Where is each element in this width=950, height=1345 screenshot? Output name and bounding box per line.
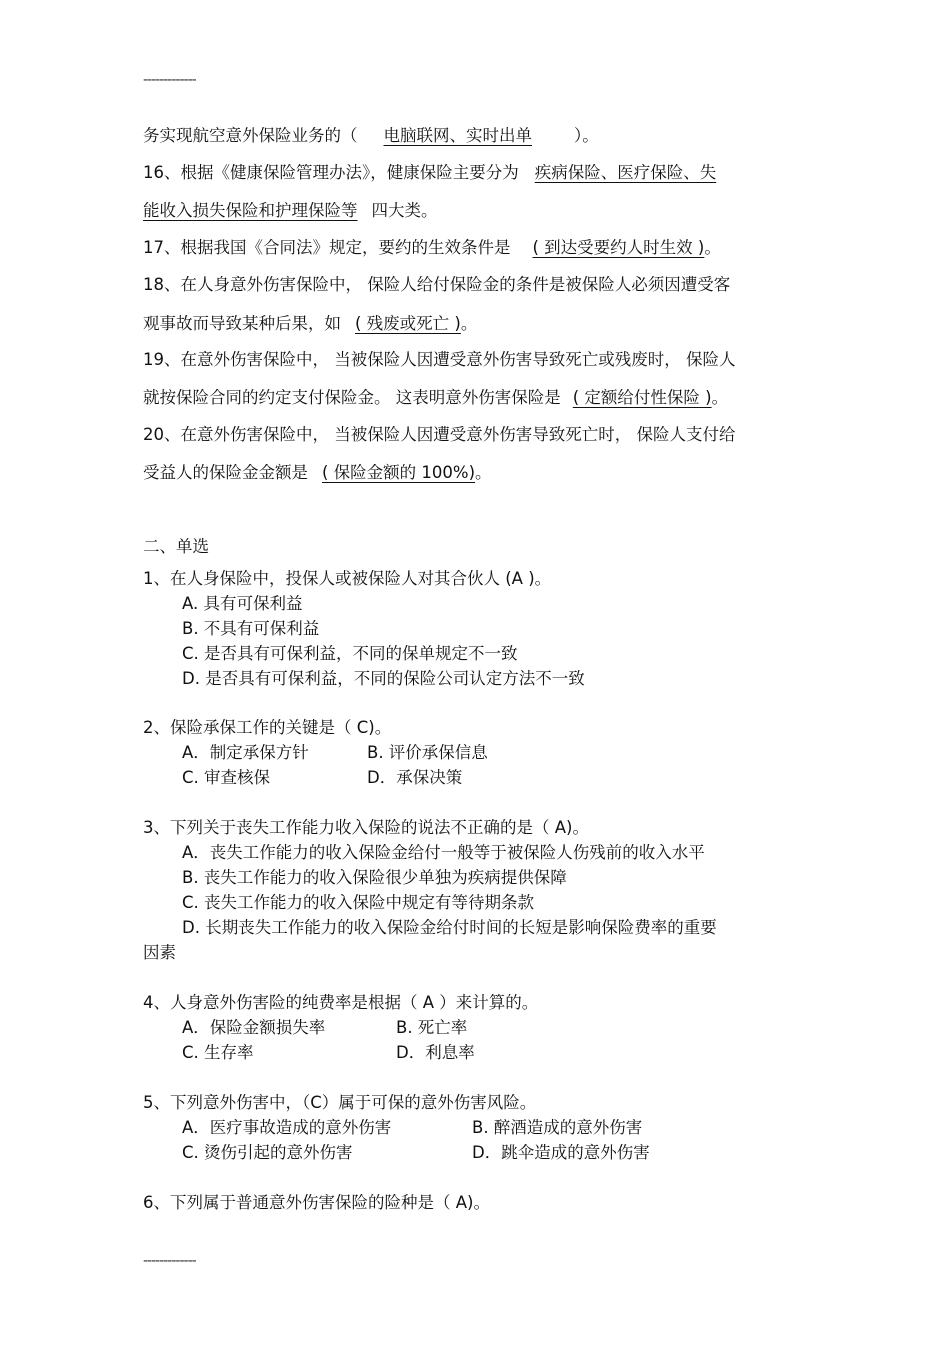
q5-option-c: C. 烫伤引起的意外伤害 <box>182 1143 353 1162</box>
fill-line-18b <box>143 314 477 334</box>
q16-answer-part1: 疾病保险、医疗保险、失 <box>534 163 717 182</box>
q1-option-c: C. 是否具有可保利益，不同的保单规定不一致 <box>182 644 518 663</box>
fill-line-20a: 20、在意外伤害保险中， 当被保险人因遭受意外伤害导致死亡时， 保险人支付给 <box>143 425 736 444</box>
fill-line-19a: 19、在意外伤害保险中， 当被保险人因遭受意外伤害导致死亡或残废时， 保险人 <box>143 350 736 369</box>
q4-option-a: A．保险金额损失率 <box>182 1018 326 1037</box>
q20-end: 。 <box>475 463 492 482</box>
q5-option-d: D．跳伞造成的意外伤害 <box>472 1143 650 1162</box>
q2-option-b: B. 评价承保信息 <box>367 743 488 762</box>
mc-question-4: 4、人身意外伤害险的纯费率是根据（ A ）来计算的。 <box>143 993 539 1012</box>
q1-option-a: A. 具有可保利益 <box>182 594 303 613</box>
q3-option-c: C. 丧失工作能力的收入保险中规定有等待期条款 <box>182 893 535 912</box>
fill-line-19b <box>143 388 728 408</box>
q1-option-b: B. 不具有可保利益 <box>182 619 320 638</box>
q18-text: 观事故而导致某种后果，如 <box>143 314 341 333</box>
mc-question-1: 1、在人身保险中，投保人或被保险人对其合伙人 (A )。 <box>143 569 552 588</box>
mc-question-6: 6、下列属于普通意外伤害保险的险种是（ A)。 <box>143 1193 490 1212</box>
mc-question-5: 5、下列意外伤害中，（C）属于可保的意外伤害风险。 <box>143 1093 537 1112</box>
q19-answer: ( 定额给付性保险 ) <box>572 388 712 407</box>
q4-option-c: C. 生存率 <box>182 1043 254 1062</box>
q15-text: 务实现航空意外保险业务的（ <box>143 126 358 145</box>
fill-line-17 <box>143 238 721 258</box>
q2-option-d: D．承保决策 <box>367 768 463 787</box>
q3-option-b: B. 丧失工作能力的收入保险很少单独为疾病提供保障 <box>182 868 567 887</box>
q17-text: 17、根据我国《合同法》规定，要约的生效条件是 <box>143 238 511 257</box>
q5-option-a: A．医疗事故造成的意外伤害 <box>182 1118 392 1137</box>
footer-dash-line: ------------- <box>143 1253 196 1269</box>
q15-answer: 电脑联网、实时出单 <box>383 126 532 145</box>
q5-option-b: B. 醉酒造成的意外伤害 <box>472 1118 643 1137</box>
q3-option-d: D. 长期丧失工作能力的收入保险金给付时间的长短是影响保险费率的重要 <box>182 918 717 937</box>
q4-option-d: D．利息率 <box>396 1043 475 1062</box>
q15-end: ）。 <box>574 126 599 145</box>
mc-question-2: 2、保险承保工作的关键是（ C)。 <box>143 718 392 737</box>
q1-option-d: D. 是否具有可保利益，不同的保险公司认定方法不一致 <box>182 669 585 688</box>
q19-end: 。 <box>711 388 729 407</box>
fill-line-16a <box>143 163 720 183</box>
q3-option-d-continued: 因素 <box>143 943 176 962</box>
q18-answer: ( 残废或死亡 ) <box>355 314 461 333</box>
q16-end: 四大类。 <box>371 201 438 220</box>
q4-option-b: B. 死亡率 <box>396 1018 468 1037</box>
q2-option-c: C. 审查核保 <box>182 768 271 787</box>
q2-option-a: A．制定承保方针 <box>182 743 309 762</box>
q17-end: 。 <box>704 238 721 257</box>
header-dash-line: ------------- <box>143 72 196 88</box>
q20-answer: ( 保险金额的 100%) <box>322 463 476 482</box>
q16-text: 16、根据《健康保险管理办法》，健康保险主要分为 <box>143 163 519 182</box>
q3-option-a: A．丧失工作能力的收入保险金给付一般等于被保险人伤残前的收入水平 <box>182 843 705 862</box>
q17-answer: ( 到达受要约人时生效 ) <box>532 238 705 257</box>
q18-end: 。 <box>460 314 478 333</box>
q16-answer-part2: 能收入损失保险和护理保险等 <box>143 201 358 220</box>
fill-line-16b <box>143 201 438 221</box>
fill-line-20b <box>143 463 492 483</box>
fill-line-15 <box>143 126 599 146</box>
q20-text: 受益人的保险金金额是 <box>143 463 308 482</box>
fill-line-18a: 18、在人身意外伤害保险中， 保险人给付保险金的条件是被保险人必须因遭受客 <box>143 275 731 294</box>
mc-question-3: 3、下列关于丧失工作能力收入保险的说法不正确的是（ A)。 <box>143 818 589 837</box>
q19-text: 就按保险合同的约定支付保险金。 这表明意外伤害保险是 <box>143 388 561 407</box>
section-title: 二、单选 <box>143 537 209 556</box>
